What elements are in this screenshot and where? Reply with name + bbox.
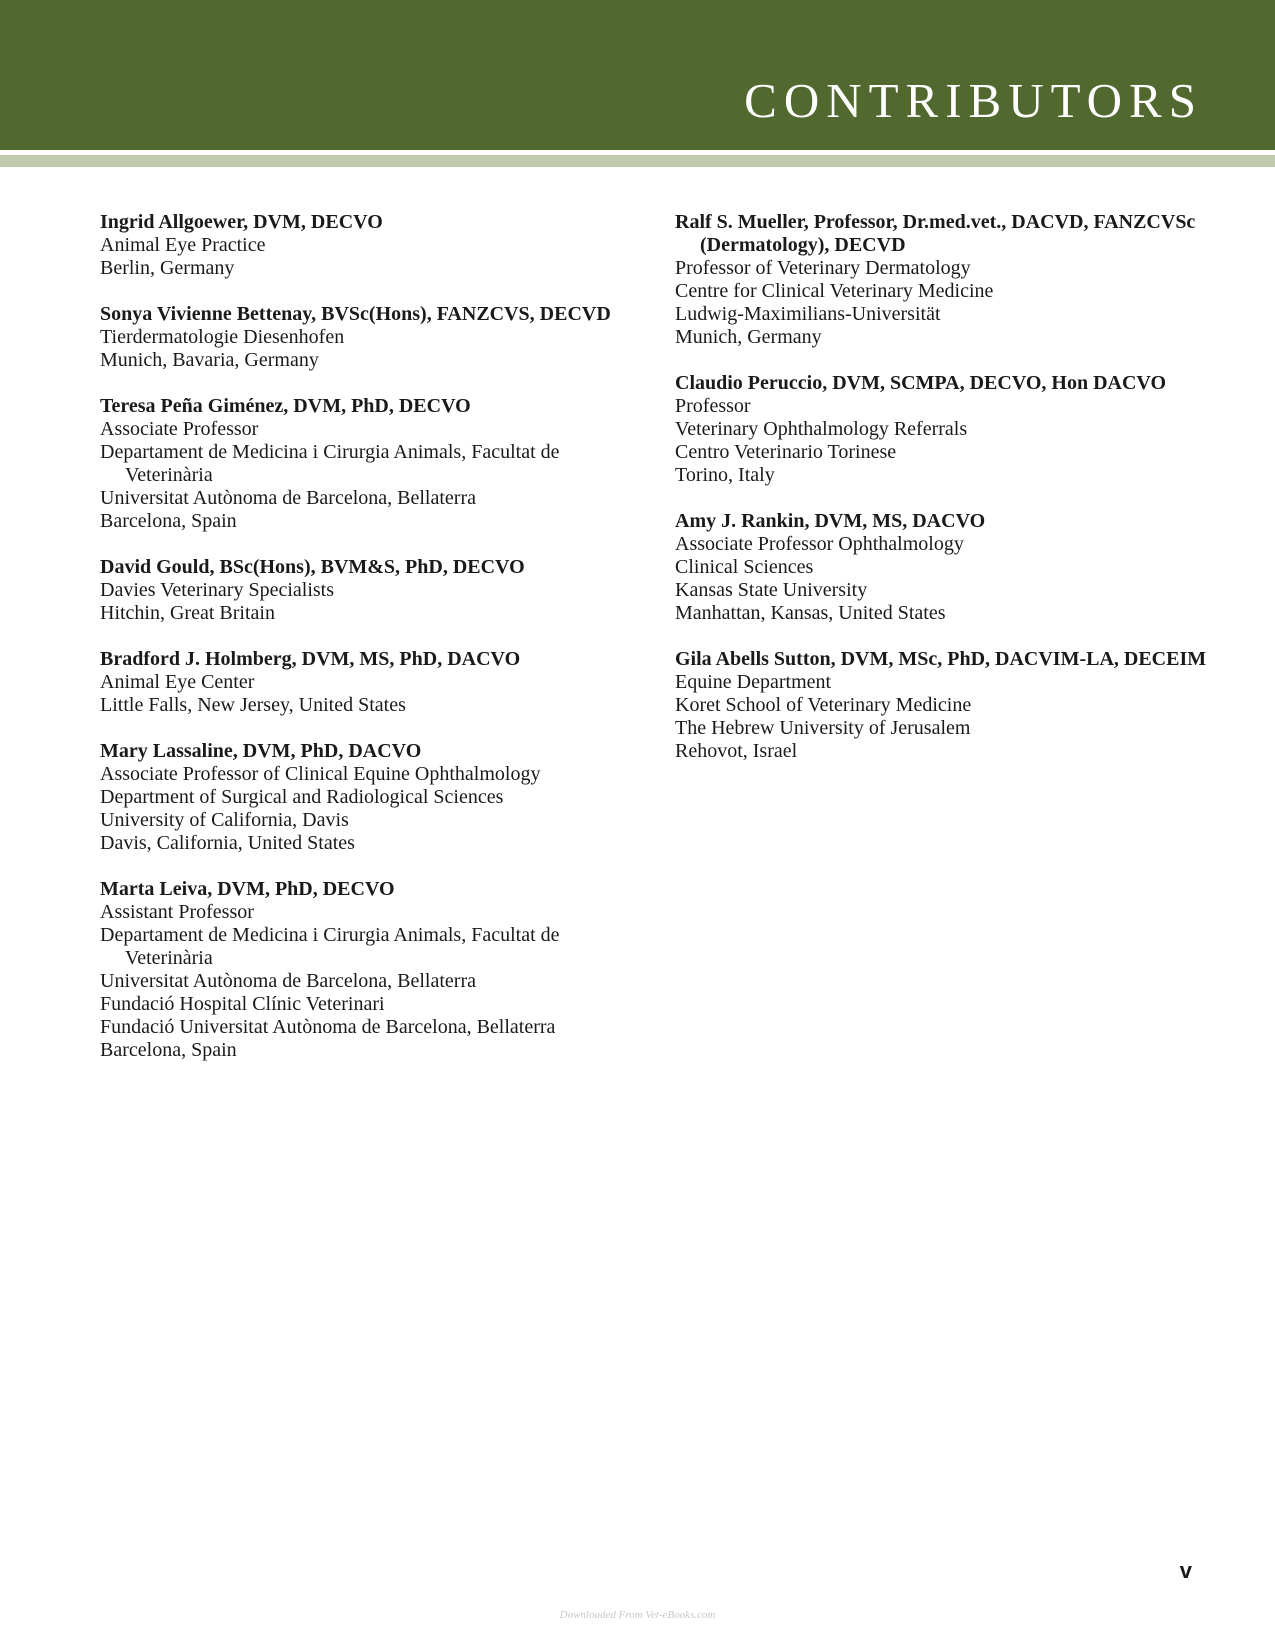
contributor-entry xyxy=(675,648,1215,763)
contributor-affiliation-line: Associate Professor xyxy=(100,418,259,440)
contributor-affiliation-line: Universitat Autònoma de Barcelona, Bellaterra xyxy=(100,970,476,992)
contributor-name: Gila Abells Sutton, DVM, MSc, PhD, DACVIM-LA, DECEIM xyxy=(675,648,1207,670)
contributor-entry xyxy=(100,556,640,625)
contributor-affiliation-line: Fundació Hospital Clínic Veterinari xyxy=(100,993,385,1015)
contributor-affiliation-line: Associate Professor of Clinical Equine Ophthalmology xyxy=(100,763,541,785)
contributor-affiliation-line: Tierdermatologie Diesenhofen xyxy=(100,326,345,348)
contributor-affiliation-line: Equine Department xyxy=(675,671,832,693)
contributor-entry xyxy=(675,372,1215,487)
contributor-affiliation-line: Department of Surgical and Radiological Sciences xyxy=(100,786,504,808)
contributor-entry xyxy=(100,211,640,280)
contributor-affiliation-line: Departament de Medicina i Cirurgia Animals, Facultat de Veterinària xyxy=(100,924,560,969)
contributor-name: Claudio Peruccio, DVM, SCMPA, DECVO, Hon DACVO xyxy=(675,372,1167,394)
contributor-affiliation-line: University of California, Davis xyxy=(100,809,349,831)
watermark: Downloaded From Vet-eBooks.com xyxy=(559,1609,716,1621)
contributor-name: Bradford J. Holmberg, DVM, MS, PhD, DACVO xyxy=(100,648,521,670)
contributor-entry xyxy=(100,740,640,855)
contributor-affiliation-line: Professor of Veterinary Dermatology xyxy=(675,257,971,279)
contributor-affiliation-line: Barcelona, Spain xyxy=(100,510,237,532)
contributor-affiliation-line: Centre for Clinical Veterinary Medicine xyxy=(675,280,994,302)
contributor-affiliation-line: Berlin, Germany xyxy=(100,257,235,279)
contributor-entry xyxy=(675,211,1215,349)
contributor-name: Marta Leiva, DVM, PhD, DECVO xyxy=(100,878,395,900)
contributor-affiliation-line: Assistant Professor xyxy=(100,901,254,923)
contributor-entry xyxy=(100,395,640,533)
contributor-affiliation-line: Ludwig-Maximilians-Universität xyxy=(675,303,941,325)
contributor-name: David Gould, BSc(Hons), BVM&S, PhD, DECVO xyxy=(100,556,525,578)
contributor-affiliation-line: Clinical Sciences xyxy=(675,556,814,578)
contributor-name: Teresa Peña Giménez, DVM, PhD, DECVO xyxy=(100,395,471,417)
contributor-affiliation-line: Departament de Medicina i Cirurgia Animals, Facultat de Veterinària xyxy=(100,441,560,486)
contributor-affiliation-line: Universitat Autònoma de Barcelona, Bellaterra xyxy=(100,487,476,509)
contributor-affiliation-line: The Hebrew University of Jerusalem xyxy=(675,717,971,739)
contributor-entry xyxy=(100,648,640,717)
header-divider xyxy=(0,155,1275,167)
contributor-entry xyxy=(675,510,1215,625)
contributor-name: Mary Lassaline, DVM, PhD, DACVO xyxy=(100,740,422,762)
contributor-affiliation-line: Munich, Bavaria, Germany xyxy=(100,349,319,371)
contributors-left-column xyxy=(100,211,640,1085)
contributor-name: Ingrid Allgoewer, DVM, DECVO xyxy=(100,211,383,233)
contributor-affiliation-line: Kansas State University xyxy=(675,579,868,601)
contributor-name: Sonya Vivienne Bettenay, BVSc(Hons), FANZCVS, DECVD xyxy=(100,303,611,325)
contributor-affiliation-line: Koret School of Veterinary Medicine xyxy=(675,694,972,716)
contributor-affiliation-line: Hitchin, Great Britain xyxy=(100,602,275,624)
page-number: v xyxy=(1179,1558,1192,1583)
contributor-affiliation-line: Barcelona, Spain xyxy=(100,1039,237,1061)
contributor-affiliation-line: Rehovot, Israel xyxy=(675,740,798,762)
contributor-affiliation-line: Fundació Universitat Autònoma de Barcelona, Bellaterra xyxy=(100,1016,556,1038)
contributor-affiliation-line: Munich, Germany xyxy=(675,326,822,348)
contributor-affiliation-line: Torino, Italy xyxy=(675,464,775,486)
header-band xyxy=(0,0,1275,150)
contributor-affiliation-line: Davies Veterinary Specialists xyxy=(100,579,335,601)
contributor-name: Ralf S. Mueller, Professor, Dr.med.vet., DACVD, FANZCVSc (Dermatology), DECVD xyxy=(675,211,1196,256)
contributor-affiliation-line: Animal Eye Practice xyxy=(100,234,266,256)
contributor-affiliation-line: Veterinary Ophthalmology Referrals xyxy=(675,418,968,440)
page-title: CONTRIBUTORS xyxy=(744,73,1203,128)
contributors-right-column xyxy=(675,211,1215,786)
contributor-entry xyxy=(100,878,640,1062)
contributor-affiliation-line: Associate Professor Ophthalmology xyxy=(675,533,964,555)
contributor-affiliation-line: Davis, California, United States xyxy=(100,832,355,854)
contributor-affiliation-line: Little Falls, New Jersey, United States xyxy=(100,694,406,716)
contributor-affiliation-line: Animal Eye Center xyxy=(100,671,255,693)
contributor-affiliation-line: Manhattan, Kansas, United States xyxy=(675,602,946,624)
contributor-entry xyxy=(100,303,640,372)
contributor-affiliation-line: Centro Veterinario Torinese xyxy=(675,441,897,463)
contributor-name: Amy J. Rankin, DVM, MS, DACVO xyxy=(675,510,986,532)
contributor-affiliation-line: Professor xyxy=(675,395,751,417)
